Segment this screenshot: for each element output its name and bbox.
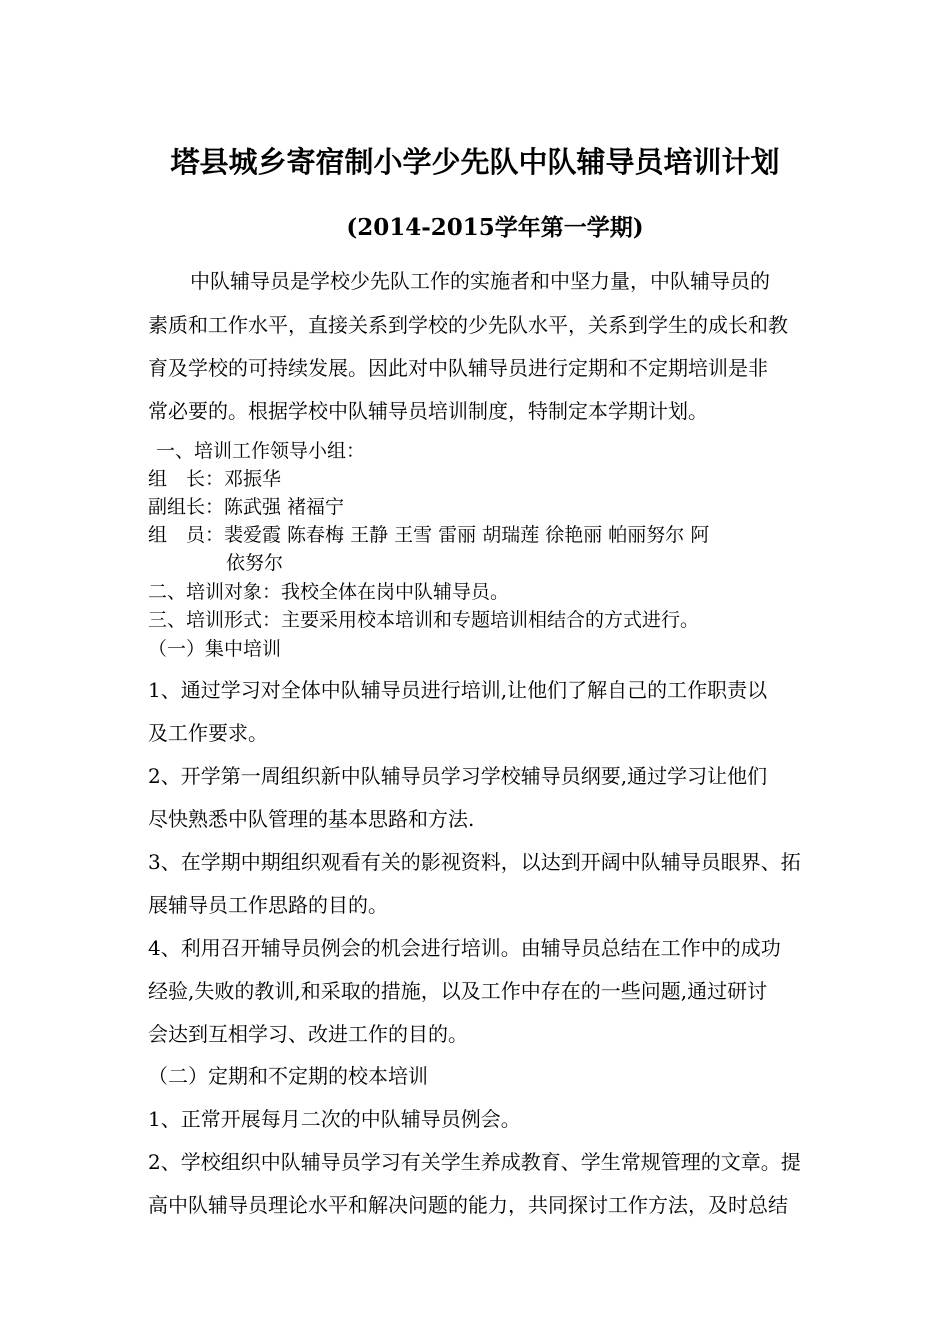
list-item-continuation: 会达到互相学习、改进工作的目的。 — [148, 1022, 468, 1046]
list-item: 4、利用召开辅导员例会的机会进行培训。由辅导员总结在工作中的成功 — [148, 936, 781, 960]
list-item-continuation: 高中队辅导员理论水平和解决问题的能力，共同探讨工作方法，及时总结 — [148, 1193, 788, 1217]
intro-line: 常必要的。根据学校中队辅导员培训制度，特制定本学期计划。 — [148, 399, 708, 423]
list-item: 2、学校组织中队辅导员学习有关学生养成教育、学生常规管理的文章。提 — [148, 1150, 801, 1174]
section-heading: 一、培训工作领导小组： — [156, 440, 366, 462]
members-continuation: 依努尔 — [226, 552, 284, 574]
members-names: 裴爱霞 陈春梅 王静 王雪 雷丽 胡瑞莲 徐艳丽 帕丽努尔 阿 — [224, 524, 710, 546]
members-row — [148, 521, 709, 549]
deputy-row — [148, 493, 344, 521]
list-item: 1、正常开展每月二次的中队辅导员例会。 — [148, 1107, 521, 1131]
subsection-heading: （二）定期和不定期的校本培训 — [148, 1064, 428, 1088]
list-item-continuation: 展辅导员工作思路的目的。 — [148, 893, 388, 917]
list-item-continuation: 尽快熟悉中队管理的基本思路和方法. — [148, 807, 475, 831]
subsection-heading: （一）集中培训 — [148, 638, 282, 660]
list-item: 1、通过学习对全体中队辅导员进行培训,让他们了解自己的工作职责以 — [148, 678, 768, 702]
list-item-continuation: 及工作要求。 — [148, 721, 268, 745]
list-item-continuation: 经验,失败的教训,和采取的措施，以及工作中存在的一些问题,通过研讨 — [148, 979, 768, 1003]
leader-row — [148, 465, 281, 493]
document-title: 塔县城乡寄宿制小学少先队中队辅导员培训计划 — [170, 145, 780, 179]
deputy-label: 副组长： — [148, 496, 225, 518]
intro-line: 中队辅导员是学校少先队工作的实施者和中坚力量，中队辅导员的 — [190, 269, 770, 293]
leader-name: 邓振华 — [224, 468, 282, 490]
deputy-names: 陈武强 褚福宁 — [224, 496, 345, 518]
intro-line: 育及学校的可持续发展。因此对中队辅导员进行定期和不定期培训是非 — [148, 356, 768, 380]
intro-line: 素质和工作水平，直接关系到学校的少先队水平，关系到学生的成长和教 — [148, 313, 788, 337]
section-format: 三、培训形式：主要采用校本培训和专题培训相结合的方式进行。 — [148, 609, 700, 631]
members-label: 组 员： — [148, 524, 225, 546]
document-subtitle: (2014-2015学年第一学期) — [346, 214, 644, 241]
leader-label: 组 长： — [148, 468, 225, 490]
list-item: 2、开学第一周组织新中队辅导员学习学校辅导员纲要,通过学习让他们 — [148, 764, 768, 788]
section-target: 二、培训对象：我校全体在岗中队辅导员。 — [148, 581, 510, 603]
list-item: 3、在学期中期组织观看有关的影视资料，以达到开阔中队辅导员眼界、拓 — [148, 850, 801, 874]
